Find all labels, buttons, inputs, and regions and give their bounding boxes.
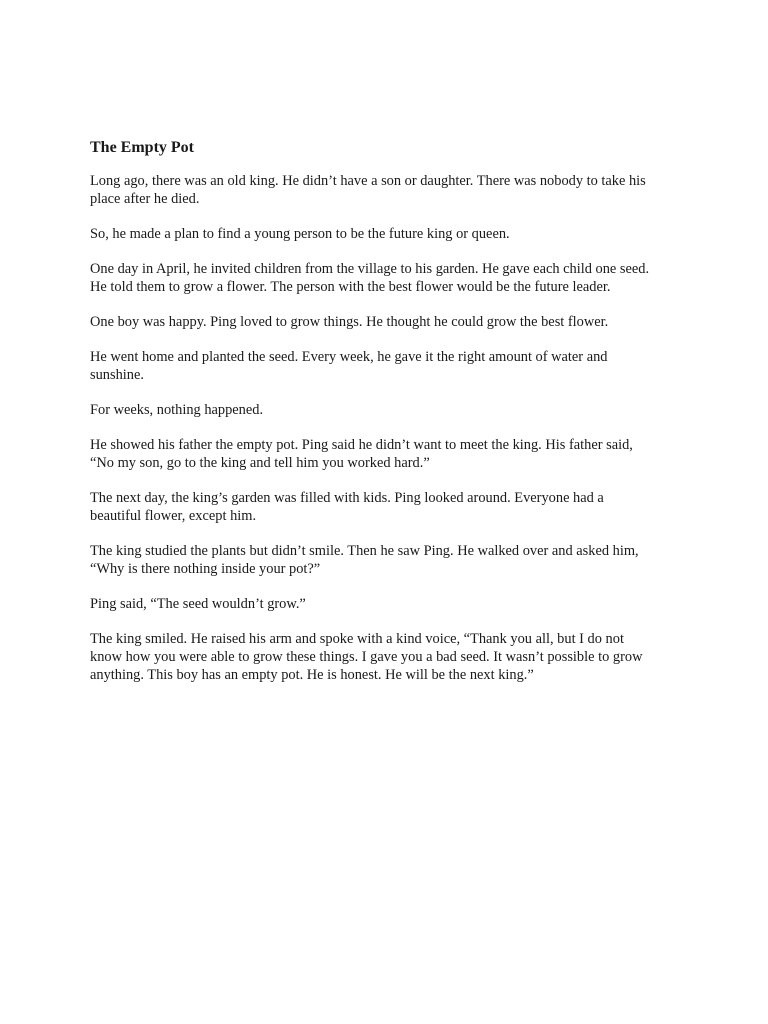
paragraph: He showed his father the empty pot. Ping said he didn’t want to meet the king. His father said, “No my son, go to the king and tell him you worked hard.” bbox=[90, 437, 633, 471]
paragraph: One boy was happy. Ping loved to grow things. He thought he could grow the best flower. bbox=[90, 314, 609, 330]
document-title: The Empty Pot bbox=[90, 139, 194, 156]
paragraph: So, he made a plan to find a young person to be the future king or queen. bbox=[90, 226, 510, 242]
document-page bbox=[90, 137, 690, 701]
paragraph: Ping said, “The seed wouldn’t grow.” bbox=[90, 596, 306, 612]
paragraph: The king studied the plants but didn’t smile. Then he saw Ping. He walked over and asked him, “Why is there nothing inside your pot?” bbox=[90, 543, 639, 577]
paragraph: The king smiled. He raised his arm and spoke with a kind voice, “Thank you all, but I do not know how you were able to grow these things. I gave you a bad seed. It wasn’t possible to grow anything. This boy has an empty pot. He is honest. He will be the next king.” bbox=[90, 631, 643, 683]
paragraph: Long ago, there was an old king. He didn’t have a son or daughter. There was nobody to take his place after he died. bbox=[90, 173, 646, 207]
paragraph: He went home and planted the seed. Every week, he gave it the right amount of water and sunshine. bbox=[90, 349, 608, 383]
paragraph: The next day, the king’s garden was filled with kids. Ping looked around. Everyone had a beautiful flower, except him. bbox=[90, 490, 604, 524]
paragraph: One day in April, he invited children from the village to his garden. He gave each child one seed. He told them to grow a flower. The person with the best flower would be the future leader. bbox=[90, 261, 650, 295]
paragraph: For weeks, nothing happened. bbox=[90, 402, 264, 418]
